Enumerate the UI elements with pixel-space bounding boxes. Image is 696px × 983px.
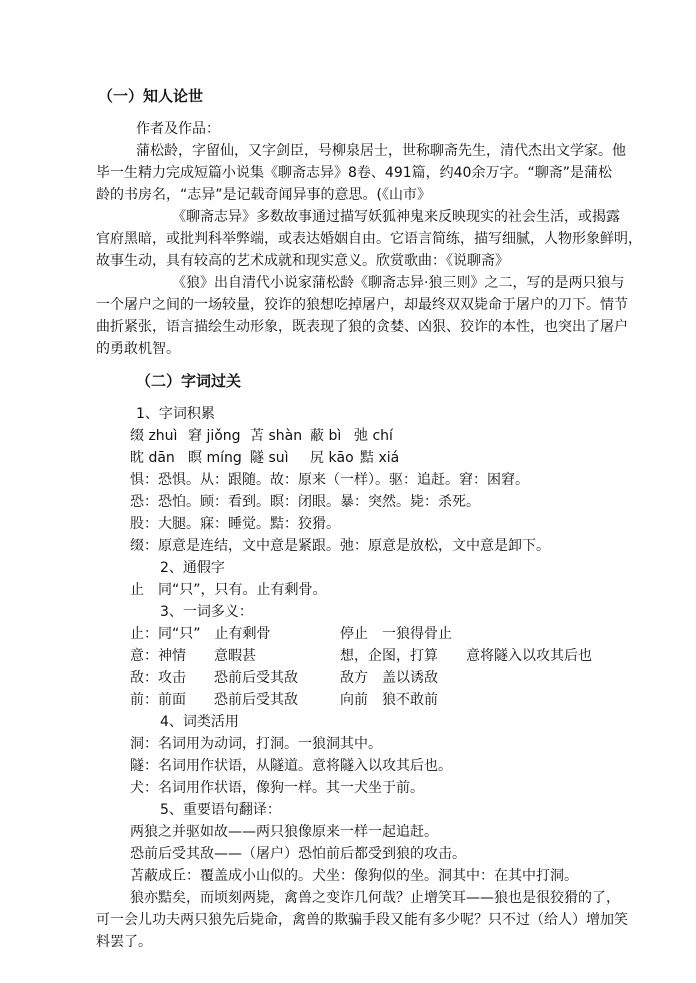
pinyin-entry: 苫 shàn	[250, 428, 303, 444]
section-heading-1: （一）知人论世	[98, 87, 204, 105]
translation-line: 苫蔽成丘：覆盖成小山似的。犬坐：像狗似的坐。洞其中：在其中打洞。	[130, 868, 578, 884]
pinyin-entry: 尻 kāo	[310, 450, 354, 466]
huoyong-line: 洞：名词用为动词，打洞。一狼洞其中。	[130, 736, 382, 752]
paragraph-line: 《狼》出自清代小说家蒲松龄《聊斋志异·狼三则》之二，写的是两只狼与	[172, 275, 625, 291]
definition-line: 股：大腿。寐：睡觉。黠：狡猾。	[130, 516, 340, 532]
pinyin-entry: 蔽 bì	[310, 428, 342, 444]
subheading-tongjia: 2、通假字	[160, 560, 225, 576]
pinyin-entry: 弛 chí	[354, 428, 393, 444]
pinyin-entry: 缀 zhuì	[130, 428, 178, 444]
polysemy-right: 敌方 盖以诱敌	[340, 670, 438, 686]
paragraph-line: 料罢了。	[96, 934, 152, 950]
paragraph-line: 《聊斋志异》多数故事通过描写妖狐神鬼来反映现实的社会生活，或揭露	[172, 209, 620, 225]
paragraph-line: 曲折紧张，语言描绘生动形象，既表现了狼的贪婪、凶狠、狡诈的本性，也突出了屠户	[96, 319, 628, 335]
pinyin-entry: 瞑 míng	[188, 450, 242, 466]
huoyong-line: 犬：名词用作状语，像狗一样。其一犬坐于前。	[130, 780, 424, 796]
pinyin-entry: 黠 xiá	[360, 450, 400, 466]
paragraph-line: 官府黑暗，或批判科举弊端，或表达婚姻自由。它语言简练，描写细腻，人物形象鲜明，	[96, 231, 642, 247]
polysemy-left: 意：神情 意暇甚	[130, 648, 256, 664]
polysemy-left: 前：前面 恐前后受其敌	[130, 692, 298, 708]
definition-line: 恐：恐怕。顾：看到。瞑：闭眼。暴：突然。毙：杀死。	[130, 494, 480, 510]
paragraph-line: 的勇敢机智。	[96, 341, 180, 357]
definition-line: 惧：恐惧。从：跟随。故：原来（一样）。驱：追赶。窘：困窘。	[130, 472, 529, 488]
paragraph-line: 毕一生精力完成短篇小说集《聊斋志异》8卷、491篇，约40余万字。“聊斋”是蒲松	[96, 165, 612, 181]
subheading-vocab: 1、字词积累	[136, 406, 215, 422]
paragraph-line: 故事生动，具有较高的艺术成就和现实意义。欣赏歌曲：《说聊斋》	[96, 253, 509, 269]
pinyin-entry: 窘 jiǒng	[188, 428, 241, 444]
subheading-huoyong: 4、词类活用	[160, 714, 239, 730]
paragraph-line: 一个屠户之间的一场较量，狡诈的狼想吃掉屠户，却最终双双毙命于屠户的刀下。情节	[96, 297, 628, 313]
subheading-translation: 5、重要语句翻译：	[160, 802, 281, 818]
polysemy-right: 向前 狼不敢前	[340, 692, 438, 708]
polysemy-left: 止：同“只” 止有剩骨	[130, 626, 271, 642]
section-heading-2: （二）字词过关	[136, 372, 242, 390]
pinyin-entry: 眈 dān	[130, 450, 175, 466]
translation-line: 两狼之并驱如故——两只狼像原来一样一起追赶。	[130, 824, 438, 840]
paragraph-line: 龄的书房名，“志异”是记载奇闻异事的意思。(《山市》	[96, 187, 431, 203]
polysemy-left: 敌：攻击 恐前后受其敌	[130, 670, 298, 686]
paragraph-line: 蒲松龄，字留仙，又字剑臣，号柳泉居士，世称聊斋先生，清代杰出文学家。他	[136, 143, 626, 159]
pinyin-entry: 隧 suì	[250, 450, 289, 466]
tongjia-line: 止 同“只”，只有。止有剩骨。	[130, 582, 327, 598]
polysemy-right: 停止 一狼得骨止	[340, 626, 452, 642]
translation-line: 恐前后受其敌——（屠户）恐怕前后都受到狼的攻击。	[130, 846, 466, 862]
huoyong-line: 隧：名词用作状语，从隧道。意将隧入以攻其后也。	[130, 758, 452, 774]
author-works-label: 作者及作品：	[136, 121, 220, 137]
subheading-polysemy: 3、一词多义：	[160, 604, 253, 620]
paragraph-line: 可一会儿功夫两只狼先后毙命，禽兽的欺骗手段又能有多少呢？只不过（给人）增加笑	[96, 912, 628, 928]
definition-line: 缀：原意是连结，文中意是紧跟。弛：原意是放松，文中意是卸下。	[130, 538, 550, 554]
paragraph-line: 狼亦黠矣，而顷刻两毙，禽兽之变诈几何哉？止增笑耳——狼也是很狡猾的了，	[130, 890, 620, 906]
polysemy-right: 想，企图，打算 意将隧入以攻其后也	[340, 648, 592, 664]
